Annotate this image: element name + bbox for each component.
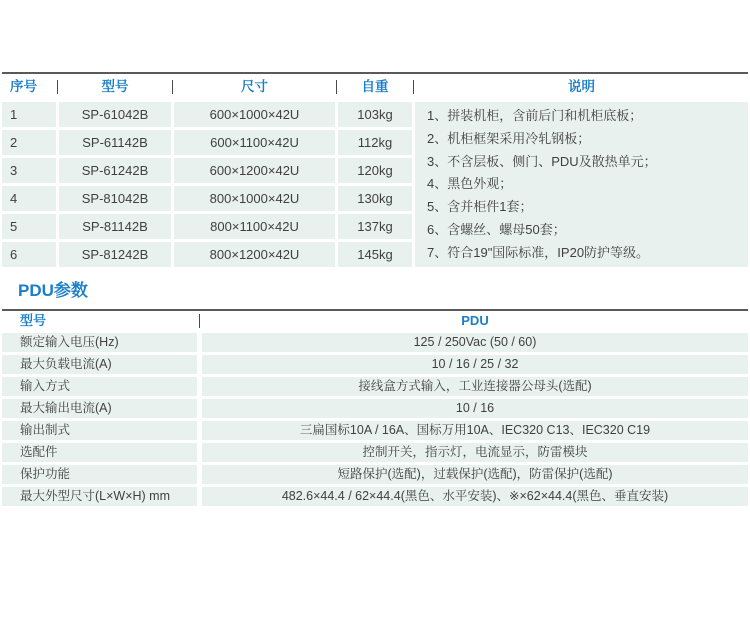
col-header-notes: 说明 — [415, 74, 748, 100]
cell-weight: 145kg — [338, 242, 412, 267]
pdu-row-label: 最大负载电流(A) — [2, 355, 197, 374]
cell-weight: 137kg — [338, 214, 412, 239]
pdu-row-label: 保护功能 — [2, 465, 197, 484]
note-item: 6、含螺丝、螺母50套； — [427, 221, 566, 237]
cell-model: SP-61042B — [59, 102, 171, 127]
pdu-row-value: 短路保护(选配)，过载保护(选配)，防雷保护(选配) — [202, 465, 748, 484]
col-header-weight: 自重 — [338, 74, 412, 100]
cell-weight: 112kg — [338, 130, 412, 155]
pdu-column-header: PDU — [202, 311, 748, 331]
cell-size: 600×1200×42U — [174, 158, 335, 183]
pdu-row-value: 三扁国标10A / 16A、国标万用10A、IEC320 C13、IEC320 C19 — [202, 421, 748, 440]
note-item: 2、机柜框架采用冷轧钢板； — [427, 131, 591, 147]
pdu-row-label: 额定输入电压(Hz) — [2, 333, 197, 352]
note-item: 4、黑色外观； — [427, 176, 513, 192]
spec-notes-cell — [415, 102, 748, 267]
pdu-param-table — [2, 309, 748, 506]
cell-model: SP-81242B — [59, 242, 171, 267]
cell-model: SP-81142B — [59, 214, 171, 239]
pdu-row-value: 10 / 16 / 25 / 32 — [202, 355, 748, 374]
col-header-no: 序号 — [10, 79, 37, 94]
pdu-row-label: 最大外型尺寸(L×W×H) mm — [2, 487, 197, 506]
cell-no: 1 — [2, 102, 56, 127]
col-header-model: 型号 — [59, 74, 171, 100]
cabinet-spec-table — [2, 72, 748, 267]
pdu-row-value: 接线盒方式输入，工业连接器公母头(选配) — [202, 377, 748, 396]
cell-no: 4 — [2, 186, 56, 211]
spec-header-row — [2, 74, 748, 100]
pdu-table-body — [2, 333, 748, 506]
pdu-section-title: PDU参数 — [18, 281, 88, 300]
cell-model: SP-61242B — [59, 158, 171, 183]
cell-weight: 130kg — [338, 186, 412, 211]
spec-table-body — [2, 102, 748, 267]
cell-size: 600×1000×42U — [174, 102, 335, 127]
cell-no: 5 — [2, 214, 56, 239]
cell-no: 3 — [2, 158, 56, 183]
pdu-row-label: 最大输出电流(A) — [2, 399, 197, 418]
cell-weight: 103kg — [338, 102, 412, 127]
cell-no: 6 — [2, 242, 56, 267]
pdu-row-label: 选配件 — [2, 443, 197, 462]
note-item: 1、拼装机柜，含前后门和机柜底板； — [427, 108, 643, 124]
cell-model: SP-81042B — [59, 186, 171, 211]
cell-size: 800×1000×42U — [174, 186, 335, 211]
cell-no: 2 — [2, 130, 56, 155]
cell-model: SP-61142B — [59, 130, 171, 155]
pdu-row-value: 125 / 250Vac (50 / 60) — [202, 333, 748, 352]
cell-size: 600×1100×42U — [174, 130, 335, 155]
pdu-row-label: 输入方式 — [2, 377, 197, 396]
pdu-row-label: 输出制式 — [2, 421, 197, 440]
pdu-row-value: 控制开关，指示灯，电流显示，防雷模块 — [202, 443, 748, 462]
pdu-header-row — [2, 311, 748, 331]
cell-size: 800×1200×42U — [174, 242, 335, 267]
col-header-size: 尺寸 — [174, 74, 335, 100]
pdu-row-value: 10 / 16 — [202, 399, 748, 418]
cell-weight: 120kg — [338, 158, 412, 183]
note-item: 7、符合19"国际标准，IP20防护等级。 — [427, 244, 650, 260]
pdu-row-value: 482.6×44.4 / 62×44.4(黑色、水平安装)、※×62×44.4(黑色、垂直安装) — [202, 487, 748, 506]
note-item: 5、含并柜件1套； — [427, 199, 533, 215]
note-item: 3、不含层板、侧门、PDU及散热单元； — [427, 153, 657, 169]
pdu-model-header: 型号 — [20, 313, 47, 328]
cell-size: 800×1100×42U — [174, 214, 335, 239]
